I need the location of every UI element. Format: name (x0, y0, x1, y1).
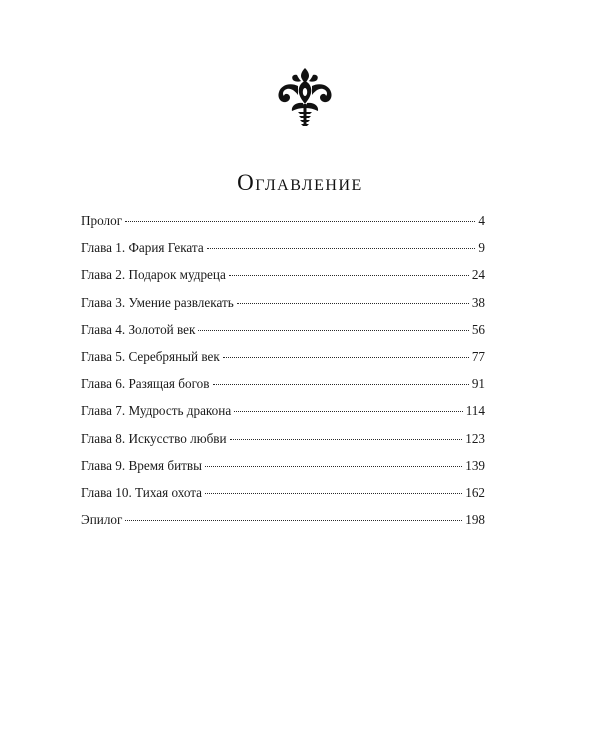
toc-entry-label: Эпилог (81, 512, 123, 528)
dot-leader (223, 357, 469, 358)
toc-entry-page: 198 (465, 512, 485, 528)
toc-entry[interactable] (81, 265, 485, 292)
toc-entry[interactable] (81, 510, 485, 537)
toc-entry-label: Глава 7. Мудрость дракона (81, 403, 232, 419)
dot-leader (213, 384, 469, 385)
dot-leader (237, 303, 469, 304)
dot-leader (125, 221, 475, 222)
floral-ornament-icon (276, 66, 334, 128)
toc-entry-label: Глава 5. Серебряный век (81, 348, 220, 364)
toc-entry-label: Глава 4. Золотой век (81, 321, 196, 337)
toc-entry-page: 91 (471, 376, 485, 392)
toc-entry-label: Глава 2. Подарок мудреца (81, 267, 226, 283)
toc-entry-label: Глава 8. Искусство любви (81, 430, 227, 446)
toc-entry-page: 114 (465, 403, 485, 419)
toc-entry[interactable] (81, 374, 485, 401)
toc-entry-page: 162 (465, 484, 485, 500)
dot-leader (234, 411, 463, 412)
toc-entry-page: 139 (465, 457, 485, 473)
toc-entry-page: 4 (478, 213, 485, 228)
toc-entry[interactable] (81, 293, 485, 320)
dot-leader (198, 330, 468, 331)
toc-entry[interactable] (81, 456, 485, 483)
toc-entry-label: Глава 1. Фария Геката (81, 240, 204, 256)
toc-entry-page: 56 (471, 321, 485, 337)
toc-entry-page: 38 (471, 294, 485, 310)
toc-entry[interactable] (81, 320, 485, 347)
dot-leader (205, 493, 462, 494)
toc-entry[interactable] (81, 483, 485, 510)
toc-entry-page: 77 (471, 348, 485, 364)
toc-entry-label: Пролог (81, 213, 123, 228)
toc-entry[interactable] (81, 347, 485, 374)
toc-entry[interactable] (81, 238, 485, 265)
toc-entry-label: Глава 10. Тихая охота (81, 484, 203, 500)
dot-leader (229, 275, 469, 276)
toc-entry-page: 24 (471, 267, 485, 283)
dot-leader (125, 520, 462, 521)
toc-entry-page: 9 (478, 240, 485, 256)
dot-leader (205, 466, 462, 467)
table-of-contents (81, 211, 485, 537)
toc-entry-page: 123 (465, 430, 485, 446)
toc-entry[interactable] (81, 401, 485, 428)
dot-leader (207, 248, 476, 249)
toc-entry-label: Глава 3. Умение развлекать (81, 294, 234, 310)
page-title: Оглавление (237, 170, 363, 195)
toc-entry-label: Глава 9. Время битвы (81, 457, 203, 473)
toc-entry-label: Глава 6. Разящая богов (81, 376, 210, 392)
toc-entry[interactable] (81, 429, 485, 456)
toc-entry[interactable] (81, 211, 485, 238)
dot-leader (230, 439, 463, 440)
